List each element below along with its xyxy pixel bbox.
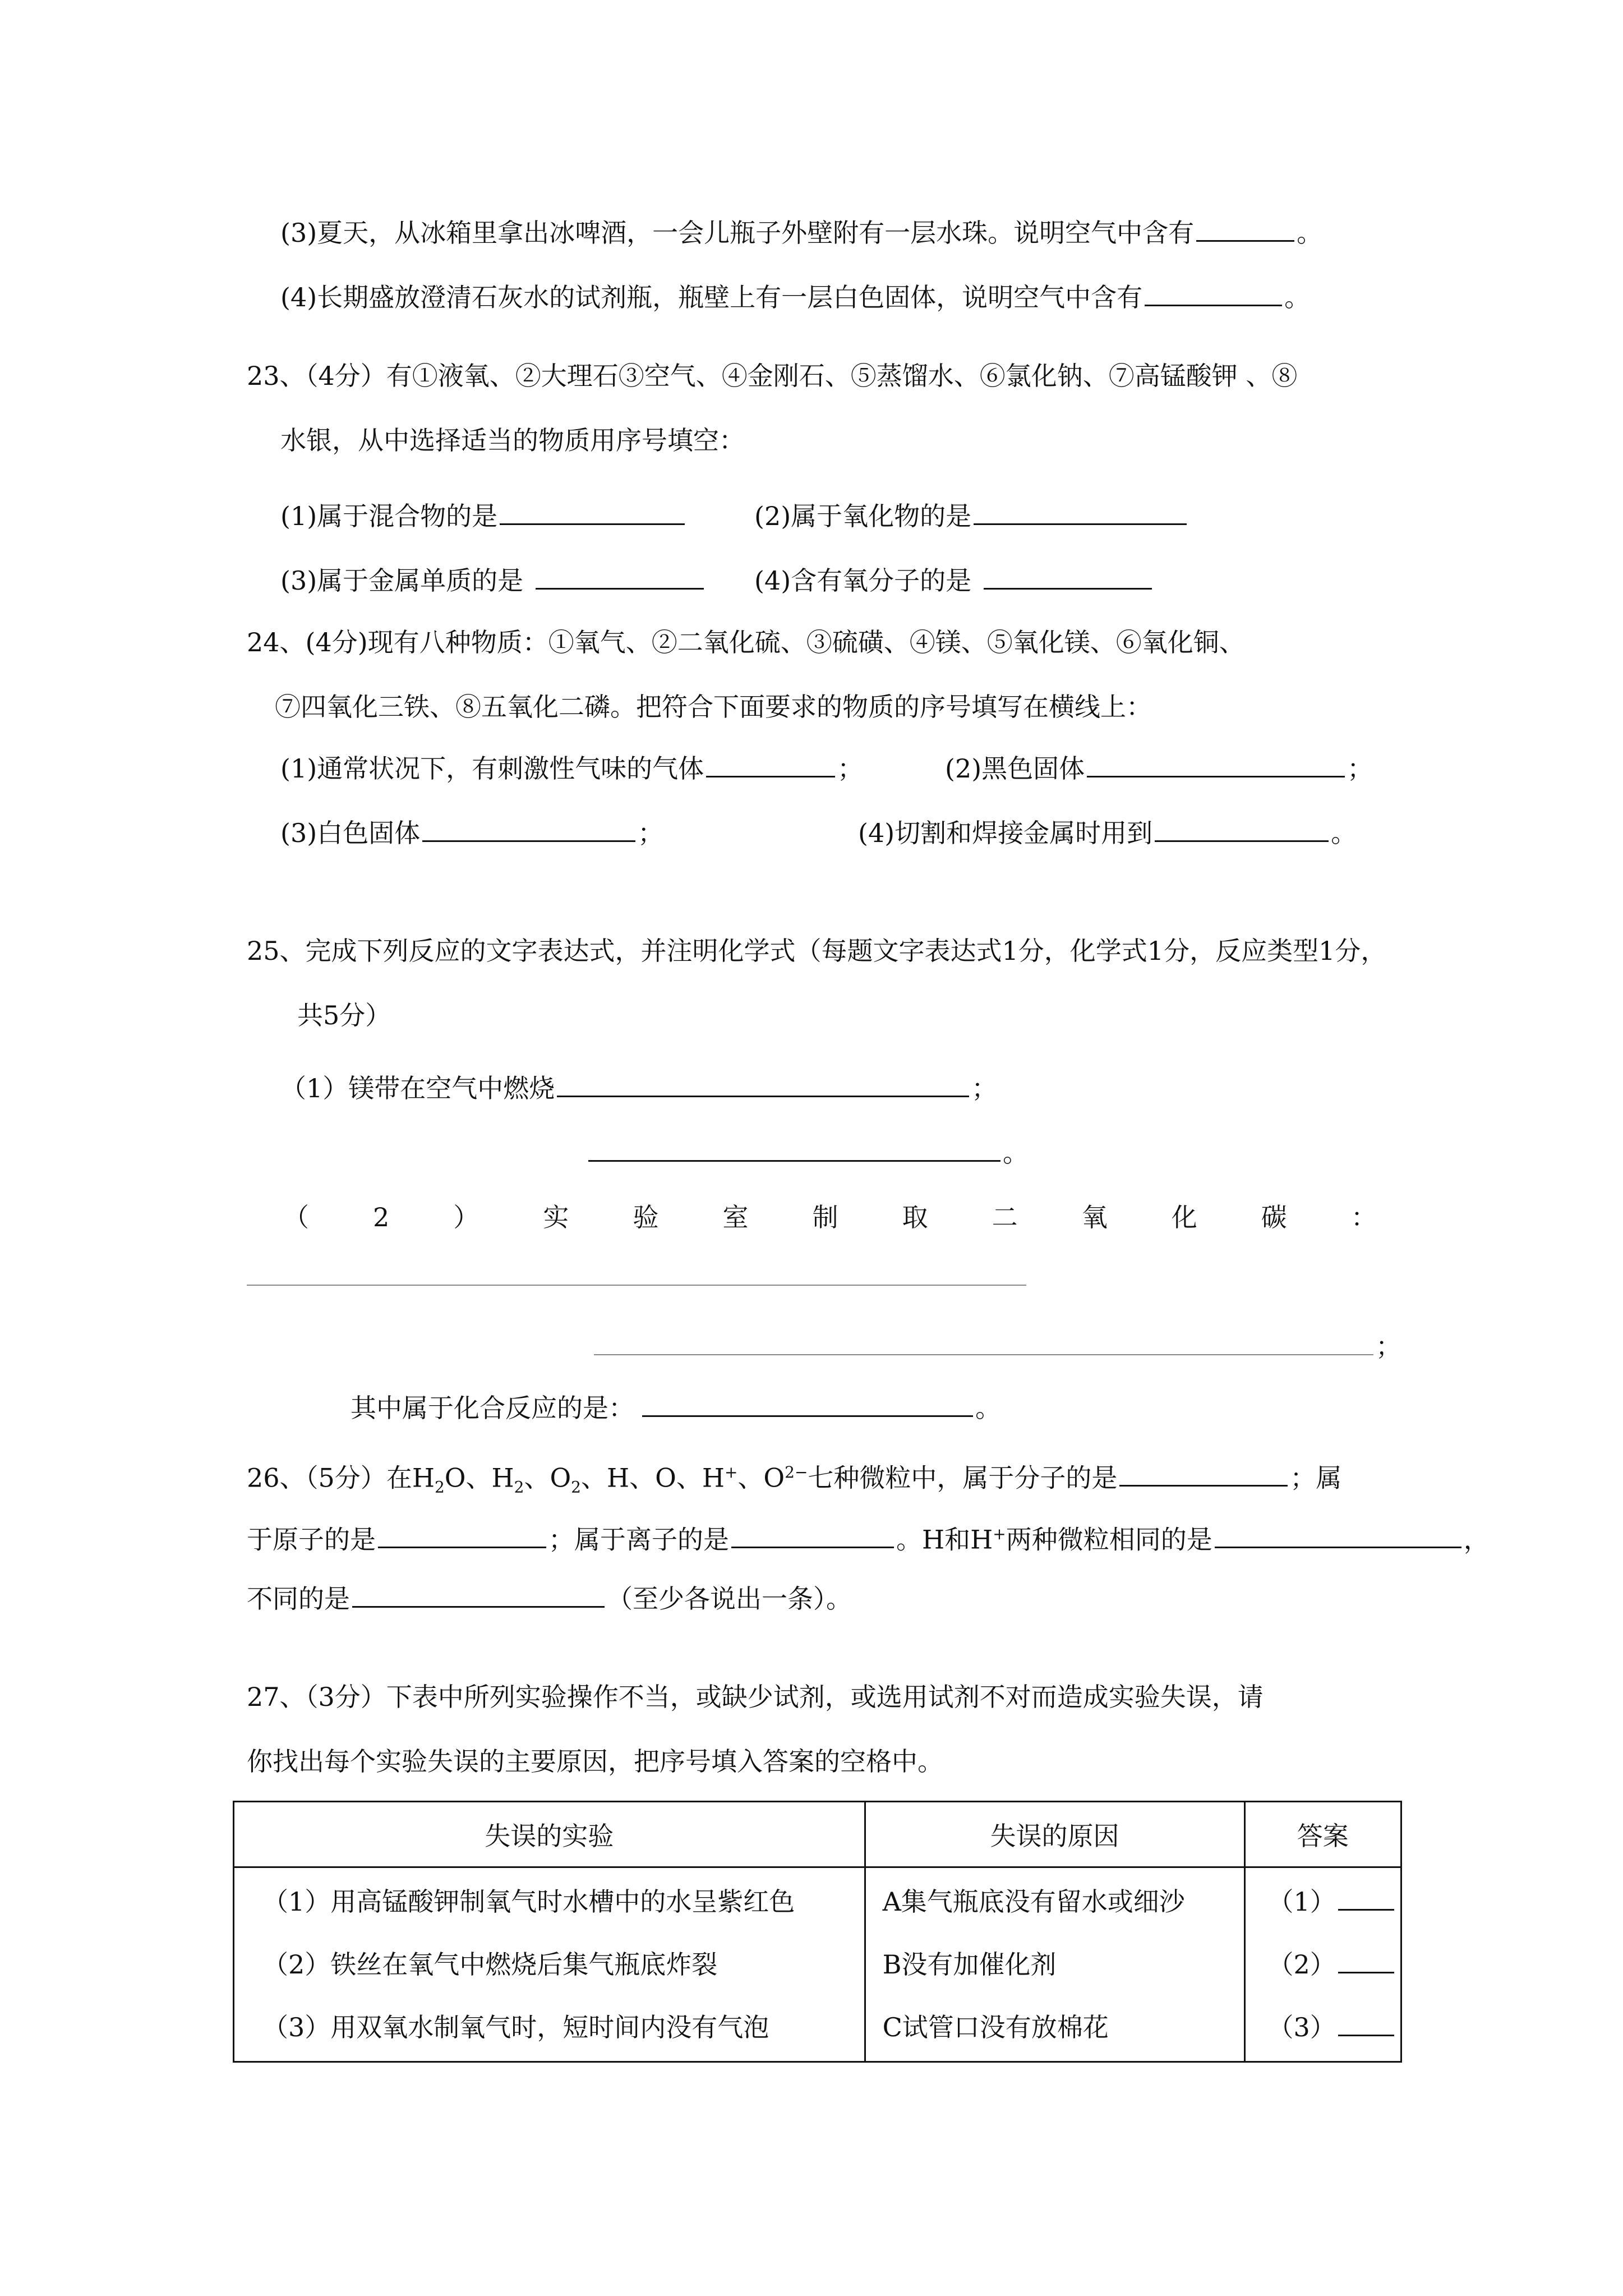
q27-stem-cont: 你找出每个实验失误的主要原因，把序号填入答案的空格中。 — [247, 1746, 943, 1777]
q23-stem: 23、（4分）有①液氧、②大理石③空气、④金刚石、⑤蒸馏水、⑥氯化钠、⑦高锰酸钾 、⑧ — [247, 361, 1298, 391]
q26-line-3: 不同的是 （至少各说出一条）。 — [247, 1584, 852, 1614]
q26-line-1: 26、（5分）在$H_2O$、$H_2$、$O_2$、H、O、H+、$O^{2-}$七种微粒中，属于分子的是 ；属 — [247, 1462, 1342, 1497]
q25-item-2: （ 2 ） 实 验 室 制 取 二 氧 化 碳 ： — [283, 1202, 1377, 1232]
header-reason: 失误的原因 — [865, 1802, 1244, 1867]
q23-item-3: (3)属于金属单质的是 — [280, 564, 706, 597]
q22-item-4: (4)长期盛放澄清石灰水的试剂瓶，瓶壁上有一层白色固体，说明空气中含有 。 — [280, 282, 1311, 312]
q24-stem: 24、(4分)现有八种物质：①氧气、②二氧化硫、③硫磺、④镁、⑤氧化镁、⑥氧化铜、 — [247, 627, 1245, 657]
answer-3: （3） — [1246, 1996, 1400, 2059]
answer-blank[interactable] — [422, 818, 635, 842]
answer-1: （1） — [1246, 1870, 1400, 1933]
answer-blank[interactable] — [1338, 2012, 1394, 2036]
answer-blank[interactable] — [1087, 753, 1345, 777]
header-answer: 答案 — [1244, 1802, 1401, 1867]
answer-blank[interactable] — [706, 753, 835, 777]
q24-item-4: (4)切割和焊接金属时用到 。 — [858, 818, 1357, 848]
q24-item-3: (3)白色固体 ； — [280, 818, 664, 848]
reasons-cell — [865, 1867, 1244, 2062]
table-header-row — [234, 1802, 1401, 1867]
answers-cell — [1244, 1867, 1401, 2062]
answer-blank[interactable] — [1119, 1462, 1288, 1487]
reason-a: A集气瓶底没有留水或细沙 — [882, 1887, 1185, 1917]
answer-blank[interactable] — [594, 1332, 1373, 1355]
answer-line[interactable] — [247, 1285, 1026, 1286]
answer-blank[interactable] — [1215, 1524, 1461, 1548]
answer-blank[interactable] — [536, 565, 704, 590]
answer-blank[interactable] — [378, 1524, 546, 1548]
q23-stem-cont: 水银，从中选择适当的物质用序号填空： — [280, 425, 745, 455]
error-analysis-table — [233, 1801, 1402, 2063]
q23-item-1: (1)属于混合物的是 — [280, 499, 687, 533]
q23-item-4: (4)含有氧分子的是 — [754, 564, 1154, 597]
q25-item-2-cont: ； — [592, 1329, 1401, 1363]
answer-blank[interactable] — [500, 501, 685, 525]
answer-blank[interactable] — [984, 565, 1152, 590]
experiment-1: （1）用高锰酸钾制氧气时水槽中的水呈紫红色 — [262, 1887, 795, 1917]
q24-item-2: (2)黑色固体 ； — [945, 753, 1373, 784]
q24-item-1: (1)通常状况下，有刺激性气味的气体 ； — [280, 753, 864, 784]
q23-item-2: (2)属于氧化物的是 — [754, 499, 1189, 533]
answer-blank[interactable] — [557, 1073, 969, 1097]
answer-blank[interactable] — [1145, 282, 1282, 306]
answer-blank[interactable] — [974, 501, 1187, 525]
table-row — [234, 1867, 1401, 2062]
answer-blank[interactable] — [642, 1393, 973, 1417]
experiments-cell — [234, 1867, 865, 2062]
q25-item-1-cont: 。 — [586, 1136, 1029, 1170]
answer-blank[interactable] — [1338, 1887, 1394, 1911]
experiment-2: （2）铁丝在氧气中燃烧后集气瓶底炸裂 — [262, 1949, 718, 1980]
q25-stem-cont: 共5分） — [297, 1000, 391, 1030]
answer-blank[interactable] — [352, 1584, 605, 1608]
q22-item-3: (3)夏天，从冰箱里拿出冰啤酒，一会儿瓶子外壁附有一层水珠。说明空气中含有 。 — [280, 218, 1323, 248]
answer-blank[interactable] — [588, 1138, 1000, 1162]
q25-stem: 25、完成下列反应的文字表达式，并注明化学式（每题文字表达式1分，化学式1分，反应类型1分， — [247, 936, 1387, 966]
reason-b: B没有加催化剂 — [882, 1949, 1057, 1980]
q26-line-2: 于原子的是 ；属于离子的是 。H和H+两种微粒相同的是 ， — [247, 1524, 1490, 1555]
answer-blank[interactable] — [731, 1524, 894, 1548]
header-experiment: 失误的实验 — [234, 1802, 865, 1867]
q24-stem-cont: ⑦四氧化三铁、⑧五氧化二磷。把符合下面要求的物质的序号填写在横线上： — [275, 692, 1152, 722]
experiment-3: （3）用双氧水制氧气时，短时间内没有气泡 — [262, 2012, 769, 2042]
reason-c: C试管口没有放棉花 — [882, 2012, 1109, 2042]
q25-note: 其中属于化合反应的是： 。 — [351, 1393, 1001, 1423]
q27-stem: 27、（3分）下表中所列实验操作不当，或缺少试剂，或选用试剂不对而造成实验失误，请 — [247, 1682, 1264, 1712]
answer-blank[interactable] — [1196, 218, 1294, 242]
answer-blank[interactable] — [1155, 818, 1329, 842]
answer-2: （2） — [1246, 1933, 1400, 1996]
q25-item-1: （1）镁带在空气中燃烧 ； — [280, 1073, 998, 1103]
answer-blank[interactable] — [1338, 1949, 1394, 1973]
